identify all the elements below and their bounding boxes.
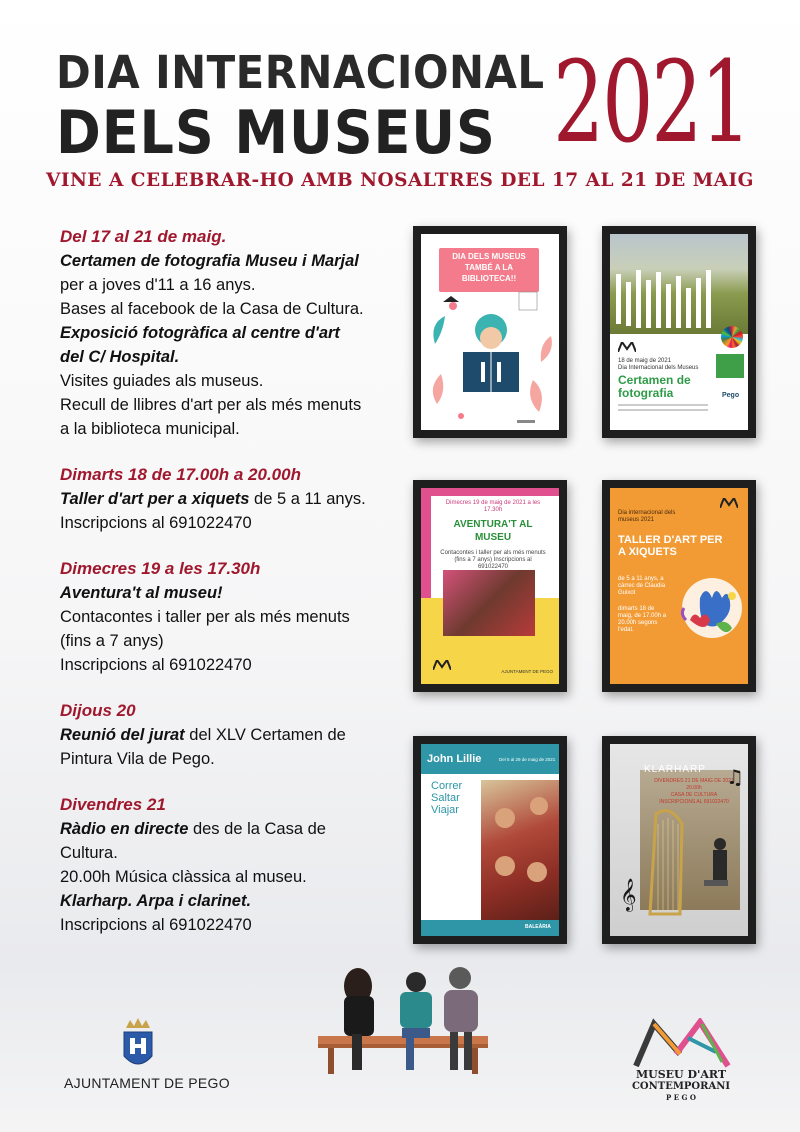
event-line-text: des de la Casa de xyxy=(188,820,326,838)
event-date: Dimarts 18 de 17.00h a 20.00h xyxy=(60,465,301,484)
svg-text:𝄞: 𝄞 xyxy=(620,878,637,911)
event-line-text: Cultura. xyxy=(60,844,118,862)
event-line-emphasis: del C/ Hospital. xyxy=(60,348,180,366)
museu-art-logo-icon xyxy=(632,1018,732,1068)
event-line-text: Bases al facebook de la Casa de Cultura. xyxy=(60,300,364,318)
poster-aventura-desc: Contacontes i taller per als més menuts (fins a 7 anys) Inscripcions al 691022470 xyxy=(440,550,546,570)
event-line-text: del XLV Certamen de xyxy=(184,726,346,744)
header xyxy=(56,38,756,168)
event-line-text: Inscripcions al 691022470 xyxy=(60,916,252,934)
event-line xyxy=(60,345,400,369)
event-date: Del 17 al 21 de maig. xyxy=(60,227,227,246)
event-line xyxy=(60,273,400,297)
poster-klarharp-place: CASA DE CULTURA xyxy=(670,792,718,798)
museu-label-line3: P E G O xyxy=(666,1093,696,1102)
poster-fotografia-town: Pego xyxy=(722,392,740,399)
event-line xyxy=(60,417,400,441)
poster-klarharp-time: 20.00h xyxy=(686,785,702,791)
poster-aventura-title: AVENTURA'T AL MUSEU xyxy=(453,519,533,543)
event-line-text: 20.00h Música clàssica al museu. xyxy=(60,868,307,886)
event-line-emphasis: Reunió del jurat xyxy=(60,726,185,744)
event-date: Divendres 21 xyxy=(60,795,166,814)
museu-logo-icon xyxy=(618,342,636,352)
event-block xyxy=(60,463,400,535)
event-line xyxy=(60,629,400,653)
event-line xyxy=(60,297,400,321)
poster-john-title: Correr Saltar Viajar xyxy=(431,780,463,816)
poster-fotografia-sub: Dia Internacional dels Museus xyxy=(618,365,699,371)
subtitle: VINE A CELEBRAR-HO AMB NOSALTRES DEL 17 AL 21 DE MAIG xyxy=(46,170,754,191)
event-line-emphasis: Certamen de fotografia Museu i Marjal xyxy=(60,252,359,270)
poster-aventura-footer: AJUNTAMENT DE PEGO xyxy=(501,669,553,674)
poster-taller-top: Dia internacional dels museus 2021 xyxy=(618,510,676,523)
event-line xyxy=(60,747,400,771)
event-line xyxy=(60,369,400,393)
sdg-wheel-icon xyxy=(721,326,743,348)
event-line xyxy=(60,511,400,535)
event-line xyxy=(60,605,400,629)
poster-john-name: John Lillie xyxy=(427,753,482,765)
event-line-text: Inscripcions al 691022470 xyxy=(60,656,252,674)
museu-logo-icon xyxy=(720,498,738,508)
poster-aventura-date: Dimecres 19 de maig de 2021 a les 17.30h xyxy=(445,500,541,513)
poster-taller-desc: de 5 a 11 anys, a càrrec de Claudia Guixot xyxy=(618,576,666,596)
event-line-text: Recull de llibres d'art per als més menuts xyxy=(60,396,362,414)
event-date: Dijous 20 xyxy=(60,701,136,720)
event-line-text: Inscripcions al 691022470 xyxy=(60,514,252,532)
poster-john-brand: BALEÀRIA xyxy=(525,924,551,930)
event-block xyxy=(60,699,400,771)
event-line-text: per a joves d'11 a 16 anys. xyxy=(60,276,256,294)
event-line xyxy=(60,865,400,889)
event-block xyxy=(60,793,400,937)
event-line-emphasis: Ràdio en directe xyxy=(60,820,189,838)
event-line xyxy=(60,841,400,865)
event-line-emphasis: Exposició fotogràfica al centre d'art xyxy=(60,324,340,342)
museu-logo-icon xyxy=(433,660,451,670)
poster-biblioteca-illustration xyxy=(421,234,559,430)
event-line xyxy=(60,913,400,937)
sdg-15-icon xyxy=(716,354,744,378)
event-line xyxy=(60,581,400,605)
ajuntament-coat-of-arms-icon xyxy=(120,1018,156,1072)
poster-john-monks xyxy=(481,780,559,920)
text-placeholder xyxy=(618,409,708,411)
title-year: 2021 xyxy=(553,38,750,168)
people-on-bench-illustration xyxy=(300,960,500,1080)
museu-label-line2: CONTEMPORANI xyxy=(631,1081,731,1092)
event-line xyxy=(60,653,400,677)
event-line-text: (fins a 7 anys) xyxy=(60,632,164,650)
event-date: Dimecres 19 a les 17.30h xyxy=(60,559,261,578)
event-line-text: Pintura Vila de Pego. xyxy=(60,750,215,768)
poster-fotografia xyxy=(602,226,756,438)
event-line-emphasis: Klarharp. Arpa i clarinet. xyxy=(60,892,252,910)
poster-klarharp-title: KLARHARP xyxy=(644,764,706,775)
museu-label-line1: MUSEU D'ART xyxy=(635,1068,727,1081)
poster-klarharp-date: DIVENDRES 21 DE MAIG DE 2021 xyxy=(654,778,734,784)
poster-aventura xyxy=(413,480,567,692)
poster-fotografia-title: Certamen de fotografia xyxy=(618,373,691,400)
event-line-text: de 5 a 11 anys. xyxy=(249,490,366,508)
event-line xyxy=(60,723,400,747)
event-line xyxy=(60,249,400,273)
poster-biblioteca-title: DIA DELS MUSEUS TAMBÉ A LA BIBLIOTECA!! xyxy=(452,252,526,283)
poster-taller-date: dimarts 18 de maig, de 17.00h a 20.00h segons l'edat. xyxy=(618,606,667,633)
event-line-text: a la biblioteca municipal. xyxy=(60,420,240,438)
svg-text:♫: ♫ xyxy=(726,765,744,789)
event-line xyxy=(60,487,400,511)
title-line-1: DIA INTERNACIONAL xyxy=(56,46,545,99)
events-list xyxy=(60,225,400,959)
title-line-2: DELS MUSEUS xyxy=(56,98,496,168)
poster-klarharp xyxy=(602,736,756,944)
poster-taller-title: TALLER D'ART PER A XIQUETS xyxy=(618,534,723,558)
text-placeholder xyxy=(618,404,708,406)
ajuntament-label: AJUNTAMENT DE PEGO xyxy=(64,1075,230,1091)
poster-border-top xyxy=(421,488,559,496)
event-line-emphasis: Taller d'art per a xiquets xyxy=(60,490,250,508)
poster-klarharp-harp-illustration xyxy=(610,744,748,936)
event-line xyxy=(60,889,400,913)
poster-aventura-photo xyxy=(443,570,535,636)
event-line-text: Visites guiades als museus. xyxy=(60,372,264,390)
poster-taller xyxy=(602,480,756,692)
event-line-text: Contacontes i taller per als més menuts xyxy=(60,608,350,626)
poster-john-date: Del 5 al 29 de maig de 2021 xyxy=(499,757,556,762)
event-line xyxy=(60,393,400,417)
event-line xyxy=(60,321,400,345)
poster-fotografia-stripes xyxy=(610,234,748,334)
poster-fotografia-date: 18 de maig de 2021 xyxy=(618,358,672,364)
event-block xyxy=(60,557,400,677)
poster-biblioteca xyxy=(413,226,567,438)
event-line-emphasis: Aventura't al museu! xyxy=(60,584,223,602)
poster-taller-hands-illustration xyxy=(670,568,748,668)
event-block xyxy=(60,225,400,441)
poster-klarharp-info: INSCRIPCIONS AL 691022470 xyxy=(659,799,729,805)
event-line xyxy=(60,817,400,841)
poster-john-lillie xyxy=(413,736,567,944)
